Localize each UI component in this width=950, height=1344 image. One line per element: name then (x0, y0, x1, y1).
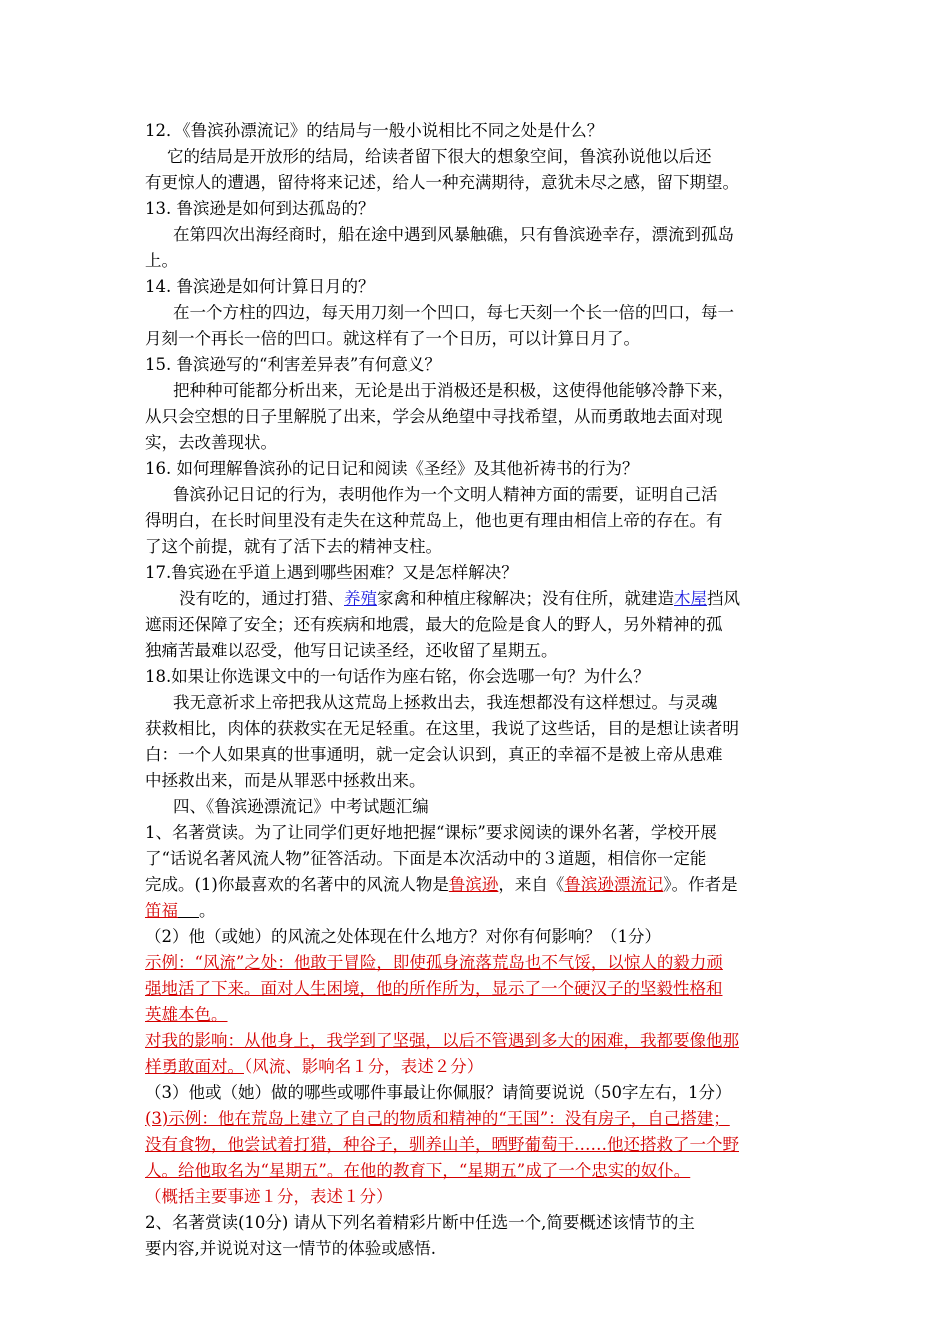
link-muwu[interactable]: 木屋 (674, 589, 707, 608)
answer-17-text: 家禽和种植庄稼解决；没有住所，就建造 (377, 589, 674, 608)
answer-13-line: 在第四次出海经商时，船在途中遇到风暴触礁，只有鲁滨逊幸存，漂流到孤岛 (173, 225, 734, 244)
exercise-1-line (145, 898, 815, 924)
answer-15-line: 把种种可能都分析出来，无论是出于消极还是积极，这使得他能够冷静下来， (173, 381, 734, 400)
answer-book-title: 鲁滨逊漂流记 (564, 875, 664, 894)
sample-answer-line: 人。给他取名为“星期五”。在他的教育下，“星期五”成了一个忠实的奴仆。 (145, 1161, 691, 1180)
answer-17-line: 独痛苦最难以忍受，他写日记读圣经，还收留了星期五。 (145, 641, 558, 660)
question-14-title: 14. 鲁滨逊是如何计算日月的？ (145, 277, 375, 296)
question-12-title: 12．《鲁滨孙漂流记》的结局与一般小说相比不同之处是什么？ (145, 121, 604, 140)
sample-answer-line: 对我的影响：从他身上，我学到了坚强，以后不管遇到多大的困难，我都要像他那 (145, 1031, 739, 1050)
answer-18-line: 我无意祈求上帝把我从这荒岛上拯救出去，我连想都没有这样想过。与灵魂 (173, 693, 718, 712)
answer-character: 鲁滨逊 (448, 875, 499, 894)
exercise-1-subquestion: （2）他（或她）的风流之处体现在什么地方？对你有何影响？（1分） (145, 927, 661, 946)
question-15-title: 15. 鲁滨逊写的“利害差异表”有何意义？ (145, 355, 441, 374)
sample-answer-line: 示例：“风流”之处：他敢于冒险，即使孤身流落荒岛也不气馁，以惊人的毅力顽 (145, 953, 723, 972)
answer-16-line: 了这个前提，就有了活下去的精神支柱。 (145, 537, 442, 556)
answer-15-line: 实，去改善现状。 (145, 433, 277, 452)
sample-answer-line (145, 1054, 815, 1080)
answer-16-line: 得明白，在长时间里没有走失在这种荒岛上，他也更有理由相信上帝的存在。有 (145, 511, 723, 530)
document-body (145, 118, 815, 1262)
answer-18-line: 中拯救出来，而是从罪恶中拯救出来。 (145, 771, 426, 790)
exercise-1-text: 。 (198, 901, 216, 920)
answer-14-line: 在一个方柱的四边，每天用刀刻一个凹口，每七天刻一个长一倍的凹口，每一 (173, 303, 734, 322)
exercise-1-line: 了“话说名著风流人物”征答活动。下面是本次活动中的３道题，相信你一定能 (145, 849, 707, 868)
answer-author: 笛福 (145, 901, 178, 920)
question-13-title: 13. 鲁滨逊是如何到达孤岛的？ (145, 199, 375, 218)
sample-answer-line: 强地活了下来。面对人生困境，他的所作所为，显示了一个硬汉子的坚毅性格和 (145, 979, 723, 998)
scoring-note: （风流、影响名１分，表述２分） (244, 1057, 484, 1076)
exercise-1-text: 完成。(1)你最喜欢的名著中的风流人物是 (145, 875, 449, 894)
exercise-1-subquestion: （3）他或（她）做的哪些或哪件事最让你佩服？请简要说说（50字左右，1分） (145, 1083, 732, 1102)
answer-17-line (145, 586, 815, 612)
exercise-1-text: ，来自《 (498, 875, 565, 894)
question-17-title: 17.鲁宾逊在乎道上遇到哪些困难？又是怎样解决？ (145, 563, 518, 582)
answer-15-line: 从只会空想的日子里解脱了出来，学会从绝望中寻找希望，从而勇敢地去面对现 (145, 407, 723, 426)
answer-14-line: 月刻一个再长一倍的凹口。就这样有了一个日历，可以计算日月了。 (145, 329, 640, 348)
exercise-2-line: 2、名著赏读(10分) 请从下列名着精彩片断中任选一个,简要概述该情节的主 (145, 1213, 695, 1232)
answer-18-line: 白：一个人如果真的世事通明，就一定会认识到，真正的幸福不是被上帝从患难 (145, 745, 723, 764)
question-16-title: 16. 如何理解鲁滨孙的记日记和阅读《圣经》及其他祈祷书的行为？ (145, 459, 639, 478)
exercise-2-line: 要内容,并说说对这一情节的体验或感悟. (145, 1239, 436, 1258)
answer-17-text: 没有吃的，通过打猎、 (179, 589, 344, 608)
sample-answer-text: 样勇敢面对。 (145, 1057, 244, 1076)
answer-12-line: 有更惊人的遭遇，留待将来记述，给人一种充满期待，意犹未尽之感，留下期望。 (145, 173, 739, 192)
sample-answer-line: 没有食物，他尝试着打猎，种谷子，驯养山羊，晒野葡萄干……他还搭救了一个野 (145, 1135, 739, 1154)
exercise-1-line (145, 872, 815, 898)
link-yangzhi[interactable]: 养殖 (344, 589, 377, 608)
sample-answer-line: (3)示例：他在荒岛上建立了自己的物质和精神的“王国”：没有房子，自己搭建； (145, 1109, 730, 1128)
section-heading: 四、《鲁滨逊漂流记》中考试题汇编 (173, 797, 429, 816)
answer-13-line: 上。 (145, 251, 178, 270)
scoring-note: （概括主要事迹１分，表述１分） (145, 1187, 393, 1206)
answer-16-line: 鲁滨孙记日记的行为，表明他作为一个文明人精神方面的需要，证明自己活 (173, 485, 718, 504)
answer-blank (178, 901, 199, 920)
exercise-1-line: 1、名著赏读。为了让同学们更好地把握“课标”要求阅读的课外名著，学校开展 (145, 823, 717, 842)
exercise-1-text: 》。作者是 (663, 875, 738, 894)
sample-answer-line: 英雄本色。 (145, 1005, 228, 1024)
answer-18-line: 获救相比，肉体的获救实在无足轻重。在这里，我说了这些话，目的是想让读者明 (145, 719, 739, 738)
answer-12-line: 它的结局是开放形的结局，给读者留下很大的想象空间，鲁滨孙说他以后还 (167, 147, 712, 166)
answer-17-line: 遮雨还保障了安全；还有疾病和地震，最大的危险是食人的野人，另外精神的孤 (145, 615, 723, 634)
question-18-title: 18.如果让你选课文中的一句话作为座右铭，你会选哪一句？为什么？ (145, 667, 650, 686)
answer-17-text: 挡风 (707, 589, 740, 608)
